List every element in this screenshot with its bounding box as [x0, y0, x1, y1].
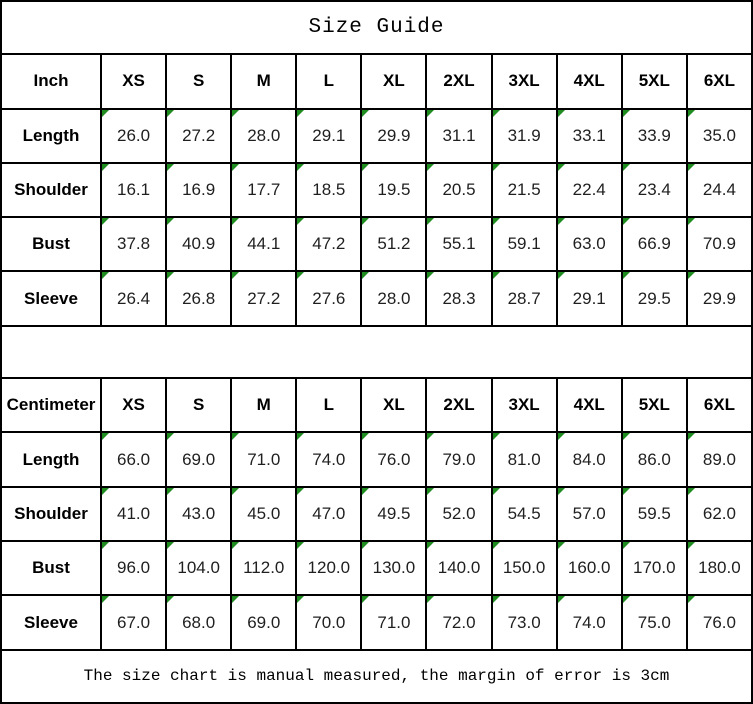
value-cell: [687, 163, 752, 217]
flag-triangle-icon: [623, 596, 630, 603]
flag-triangle-icon: [558, 218, 565, 225]
value-cell: [426, 432, 491, 486]
flag-triangle-icon: [232, 218, 239, 225]
flag-triangle-icon: [102, 542, 109, 549]
value-cell: [622, 271, 687, 325]
value-text: 47.2: [312, 234, 346, 254]
value-cell: [426, 271, 491, 325]
flag-triangle-icon: [688, 596, 695, 603]
measurement-row: [1, 432, 752, 486]
value-text: 29.9: [702, 288, 736, 308]
value-text: 66.0: [117, 449, 151, 469]
value-text: 35.0: [702, 125, 736, 145]
value-text: 24.4: [702, 180, 736, 200]
value-text: 41.0: [117, 503, 151, 523]
value-text: 27.2: [247, 288, 281, 308]
size-header-cell: XL: [361, 54, 426, 108]
value-cell: [296, 109, 361, 163]
flag-triangle-icon: [493, 596, 500, 603]
flag-triangle-icon: [167, 433, 174, 440]
value-text: 57.0: [572, 503, 606, 523]
size-header-cell: 4XL: [557, 54, 622, 108]
value-text: 17.7: [247, 180, 281, 200]
value-text: 70.9: [702, 234, 736, 254]
page-title: Size Guide: [1, 1, 752, 54]
flag-triangle-icon: [362, 433, 369, 440]
flag-triangle-icon: [558, 272, 565, 279]
value-cell: [296, 595, 361, 649]
value-cell: [231, 432, 296, 486]
value-text: 74.0: [312, 449, 346, 469]
value-cell: [557, 163, 622, 217]
value-cell: [622, 432, 687, 486]
flag-triangle-icon: [623, 272, 630, 279]
flag-triangle-icon: [362, 488, 369, 495]
value-text: 29.9: [377, 125, 411, 145]
value-text: 89.0: [702, 449, 736, 469]
unit-header-cell: Inch: [1, 54, 101, 108]
flag-triangle-icon: [232, 542, 239, 549]
flag-triangle-icon: [493, 218, 500, 225]
value-text: 59.5: [637, 503, 671, 523]
value-cell: [231, 109, 296, 163]
value-cell: [361, 109, 426, 163]
value-text: 71.0: [377, 612, 411, 632]
value-cell: [361, 217, 426, 271]
value-text: 81.0: [507, 449, 541, 469]
flag-triangle-icon: [493, 488, 500, 495]
measure-label-cell: Bust: [1, 541, 101, 595]
flag-triangle-icon: [558, 542, 565, 549]
size-header-cell: S: [166, 54, 231, 108]
value-text: 29.1: [572, 288, 606, 308]
value-text: 31.1: [442, 125, 476, 145]
title-row: [1, 1, 752, 54]
value-text: 47.0: [312, 503, 346, 523]
value-text: 140.0: [437, 558, 481, 578]
flag-triangle-icon: [427, 542, 434, 549]
size-header-cell: 4XL: [557, 378, 622, 432]
value-text: 75.0: [637, 612, 671, 632]
flag-triangle-icon: [102, 433, 109, 440]
value-cell: [557, 432, 622, 486]
flag-triangle-icon: [297, 488, 304, 495]
value-cell: [426, 541, 491, 595]
value-text: 69.0: [182, 449, 216, 469]
value-text: 160.0: [567, 558, 611, 578]
spacer-cell: [1, 326, 752, 378]
value-cell: [166, 271, 231, 325]
value-text: 19.5: [377, 180, 411, 200]
value-cell: [101, 109, 166, 163]
value-cell: [231, 163, 296, 217]
value-cell: [296, 432, 361, 486]
value-text: 66.9: [637, 234, 671, 254]
value-cell: [296, 487, 361, 541]
size-header-cell: L: [296, 54, 361, 108]
footer-note: The size chart is manual measured, the margin of error is 3cm: [1, 650, 752, 703]
value-cell: [557, 271, 622, 325]
value-cell: [492, 271, 557, 325]
flag-triangle-icon: [623, 488, 630, 495]
value-cell: [426, 217, 491, 271]
value-cell: [296, 541, 361, 595]
value-cell: [361, 541, 426, 595]
value-cell: [166, 109, 231, 163]
flag-triangle-icon: [232, 272, 239, 279]
value-text: 29.5: [637, 288, 671, 308]
flag-triangle-icon: [167, 596, 174, 603]
flag-triangle-icon: [232, 596, 239, 603]
value-text: 51.2: [377, 234, 411, 254]
size-header-cell: XS: [101, 378, 166, 432]
flag-triangle-icon: [102, 110, 109, 117]
value-cell: [231, 541, 296, 595]
size-header-cell: 2XL: [426, 54, 491, 108]
flag-triangle-icon: [493, 164, 500, 171]
value-cell: [492, 432, 557, 486]
value-text: 29.1: [312, 125, 346, 145]
flag-triangle-icon: [427, 433, 434, 440]
flag-triangle-icon: [167, 164, 174, 171]
size-header-row: [1, 54, 752, 108]
value-cell: [361, 595, 426, 649]
measurement-row: [1, 163, 752, 217]
flag-triangle-icon: [362, 596, 369, 603]
flag-triangle-icon: [167, 542, 174, 549]
size-header-cell: 6XL: [687, 378, 752, 432]
flag-triangle-icon: [493, 272, 500, 279]
flag-triangle-icon: [362, 272, 369, 279]
value-text: 26.4: [117, 288, 151, 308]
size-header-cell: S: [166, 378, 231, 432]
size-header-cell: 5XL: [622, 54, 687, 108]
value-text: 21.5: [507, 180, 541, 200]
flag-triangle-icon: [297, 542, 304, 549]
value-cell: [492, 487, 557, 541]
size-header-cell: 3XL: [492, 54, 557, 108]
flag-triangle-icon: [167, 488, 174, 495]
value-cell: [101, 271, 166, 325]
value-cell: [101, 432, 166, 486]
flag-triangle-icon: [558, 596, 565, 603]
value-cell: [166, 487, 231, 541]
value-cell: [687, 109, 752, 163]
value-cell: [426, 595, 491, 649]
value-text: 44.1: [247, 234, 281, 254]
value-text: 20.5: [442, 180, 476, 200]
flag-triangle-icon: [427, 164, 434, 171]
value-cell: [687, 217, 752, 271]
value-cell: [492, 595, 557, 649]
value-text: 70.0: [312, 612, 346, 632]
value-text: 84.0: [572, 449, 606, 469]
flag-triangle-icon: [167, 110, 174, 117]
value-cell: [557, 217, 622, 271]
flag-triangle-icon: [297, 433, 304, 440]
value-cell: [557, 541, 622, 595]
flag-triangle-icon: [102, 218, 109, 225]
value-text: 55.1: [442, 234, 476, 254]
flag-triangle-icon: [493, 542, 500, 549]
value-cell: [101, 163, 166, 217]
value-cell: [687, 432, 752, 486]
flag-triangle-icon: [493, 110, 500, 117]
value-cell: [361, 163, 426, 217]
value-cell: [622, 109, 687, 163]
size-header-cell: 6XL: [687, 54, 752, 108]
spacer-row: [1, 326, 752, 378]
value-cell: [557, 487, 622, 541]
value-text: 59.1: [507, 234, 541, 254]
measure-label-cell: Sleeve: [1, 271, 101, 325]
value-text: 180.0: [698, 558, 741, 578]
measure-label-cell: Shoulder: [1, 163, 101, 217]
value-cell: [426, 163, 491, 217]
flag-triangle-icon: [297, 596, 304, 603]
inch-size-table-body: [1, 54, 752, 326]
value-text: 76.0: [377, 449, 411, 469]
value-text: 16.1: [117, 180, 151, 200]
value-text: 18.5: [312, 180, 346, 200]
measurement-row: [1, 217, 752, 271]
value-text: 22.4: [572, 180, 606, 200]
value-text: 26.8: [182, 288, 216, 308]
flag-triangle-icon: [558, 433, 565, 440]
value-cell: [166, 432, 231, 486]
measurement-row: [1, 487, 752, 541]
value-cell: [101, 595, 166, 649]
value-cell: [296, 217, 361, 271]
value-text: 112.0: [243, 558, 285, 578]
value-text: 40.9: [182, 234, 216, 254]
value-text: 79.0: [442, 449, 476, 469]
value-text: 37.8: [117, 234, 151, 254]
value-text: 62.0: [702, 503, 736, 523]
size-header-cell: 5XL: [622, 378, 687, 432]
value-cell: [687, 487, 752, 541]
centimeter-size-table-body: [1, 378, 752, 650]
value-text: 96.0: [117, 558, 151, 578]
value-text: 49.5: [377, 503, 411, 523]
value-cell: [166, 541, 231, 595]
value-text: 28.7: [507, 288, 541, 308]
value-text: 28.0: [247, 125, 281, 145]
value-cell: [557, 109, 622, 163]
flag-triangle-icon: [297, 272, 304, 279]
flag-triangle-icon: [688, 542, 695, 549]
flag-triangle-icon: [232, 433, 239, 440]
measurement-row: [1, 271, 752, 325]
value-text: 74.0: [572, 612, 606, 632]
value-cell: [101, 487, 166, 541]
flag-triangle-icon: [688, 488, 695, 495]
footer-row: [1, 650, 752, 703]
value-text: 130.0: [372, 558, 416, 578]
value-text: 45.0: [247, 503, 281, 523]
value-text: 73.0: [507, 612, 541, 632]
value-cell: [166, 595, 231, 649]
measure-label-cell: Shoulder: [1, 487, 101, 541]
flag-triangle-icon: [623, 542, 630, 549]
value-cell: [492, 109, 557, 163]
value-text: 43.0: [182, 503, 216, 523]
flag-triangle-icon: [362, 164, 369, 171]
size-header-cell: L: [296, 378, 361, 432]
flag-triangle-icon: [102, 488, 109, 495]
flag-triangle-icon: [232, 488, 239, 495]
value-cell: [492, 541, 557, 595]
value-cell: [231, 595, 296, 649]
measure-label-cell: Length: [1, 432, 101, 486]
flag-triangle-icon: [623, 164, 630, 171]
value-text: 72.0: [442, 612, 476, 632]
value-text: 170.0: [633, 558, 676, 578]
value-cell: [622, 163, 687, 217]
measurement-row: [1, 109, 752, 163]
measure-label-cell: Sleeve: [1, 595, 101, 649]
value-text: 23.4: [637, 180, 671, 200]
flag-triangle-icon: [102, 272, 109, 279]
value-text: 71.0: [247, 449, 281, 469]
value-cell: [166, 217, 231, 271]
value-cell: [622, 595, 687, 649]
value-cell: [361, 487, 426, 541]
value-cell: [166, 163, 231, 217]
value-text: 104.0: [177, 558, 220, 578]
value-text: 28.3: [442, 288, 476, 308]
value-cell: [361, 432, 426, 486]
value-cell: [426, 487, 491, 541]
flag-triangle-icon: [167, 272, 174, 279]
measure-label-cell: Bust: [1, 217, 101, 271]
flag-triangle-icon: [688, 110, 695, 117]
value-text: 52.0: [442, 503, 476, 523]
flag-triangle-icon: [427, 218, 434, 225]
value-cell: [101, 541, 166, 595]
measurement-row: [1, 595, 752, 649]
value-cell: [492, 217, 557, 271]
size-header-row: [1, 378, 752, 432]
flag-triangle-icon: [688, 433, 695, 440]
flag-triangle-icon: [362, 218, 369, 225]
value-cell: [622, 487, 687, 541]
value-cell: [622, 217, 687, 271]
flag-triangle-icon: [558, 164, 565, 171]
value-text: 68.0: [182, 612, 216, 632]
flag-triangle-icon: [623, 110, 630, 117]
value-text: 16.9: [182, 180, 216, 200]
flag-triangle-icon: [427, 272, 434, 279]
flag-triangle-icon: [102, 164, 109, 171]
flag-triangle-icon: [362, 110, 369, 117]
flag-triangle-icon: [362, 542, 369, 549]
size-header-cell: M: [231, 378, 296, 432]
value-text: 31.9: [507, 125, 541, 145]
flag-triangle-icon: [688, 272, 695, 279]
value-cell: [101, 217, 166, 271]
flag-triangle-icon: [232, 110, 239, 117]
size-header-cell: XS: [101, 54, 166, 108]
value-cell: [687, 541, 752, 595]
size-header-cell: M: [231, 54, 296, 108]
measurement-row: [1, 541, 752, 595]
flag-triangle-icon: [427, 488, 434, 495]
value-cell: [296, 271, 361, 325]
value-text: 26.0: [117, 125, 151, 145]
value-text: 27.6: [312, 288, 346, 308]
flag-triangle-icon: [102, 596, 109, 603]
value-text: 27.2: [182, 125, 216, 145]
value-cell: [687, 271, 752, 325]
flag-triangle-icon: [427, 596, 434, 603]
unit-header-cell: Centimeter: [1, 378, 101, 432]
value-cell: [492, 163, 557, 217]
flag-triangle-icon: [623, 218, 630, 225]
value-text: 86.0: [637, 449, 671, 469]
value-cell: [296, 163, 361, 217]
value-cell: [622, 541, 687, 595]
value-text: 33.1: [572, 125, 606, 145]
value-text: 150.0: [502, 558, 546, 578]
value-cell: [231, 217, 296, 271]
flag-triangle-icon: [493, 433, 500, 440]
flag-triangle-icon: [688, 218, 695, 225]
flag-triangle-icon: [297, 218, 304, 225]
value-text: 69.0: [247, 612, 281, 632]
measure-label-cell: Length: [1, 109, 101, 163]
size-header-cell: 2XL: [426, 378, 491, 432]
value-cell: [231, 271, 296, 325]
value-cell: [231, 487, 296, 541]
flag-triangle-icon: [167, 218, 174, 225]
flag-triangle-icon: [232, 164, 239, 171]
flag-triangle-icon: [558, 110, 565, 117]
value-text: 63.0: [572, 234, 606, 254]
value-cell: [426, 109, 491, 163]
flag-triangle-icon: [427, 110, 434, 117]
value-text: 28.0: [377, 288, 411, 308]
value-text: 33.9: [637, 125, 671, 145]
value-text: 54.5: [507, 503, 541, 523]
flag-triangle-icon: [623, 433, 630, 440]
value-text: 76.0: [702, 612, 736, 632]
value-text: 120.0: [307, 558, 351, 578]
value-cell: [687, 595, 752, 649]
value-cell: [361, 271, 426, 325]
flag-triangle-icon: [297, 110, 304, 117]
flag-triangle-icon: [297, 164, 304, 171]
value-text: 67.0: [117, 612, 151, 632]
value-cell: [557, 595, 622, 649]
flag-triangle-icon: [688, 164, 695, 171]
size-header-cell: 3XL: [492, 378, 557, 432]
size-header-cell: XL: [361, 378, 426, 432]
flag-triangle-icon: [558, 488, 565, 495]
